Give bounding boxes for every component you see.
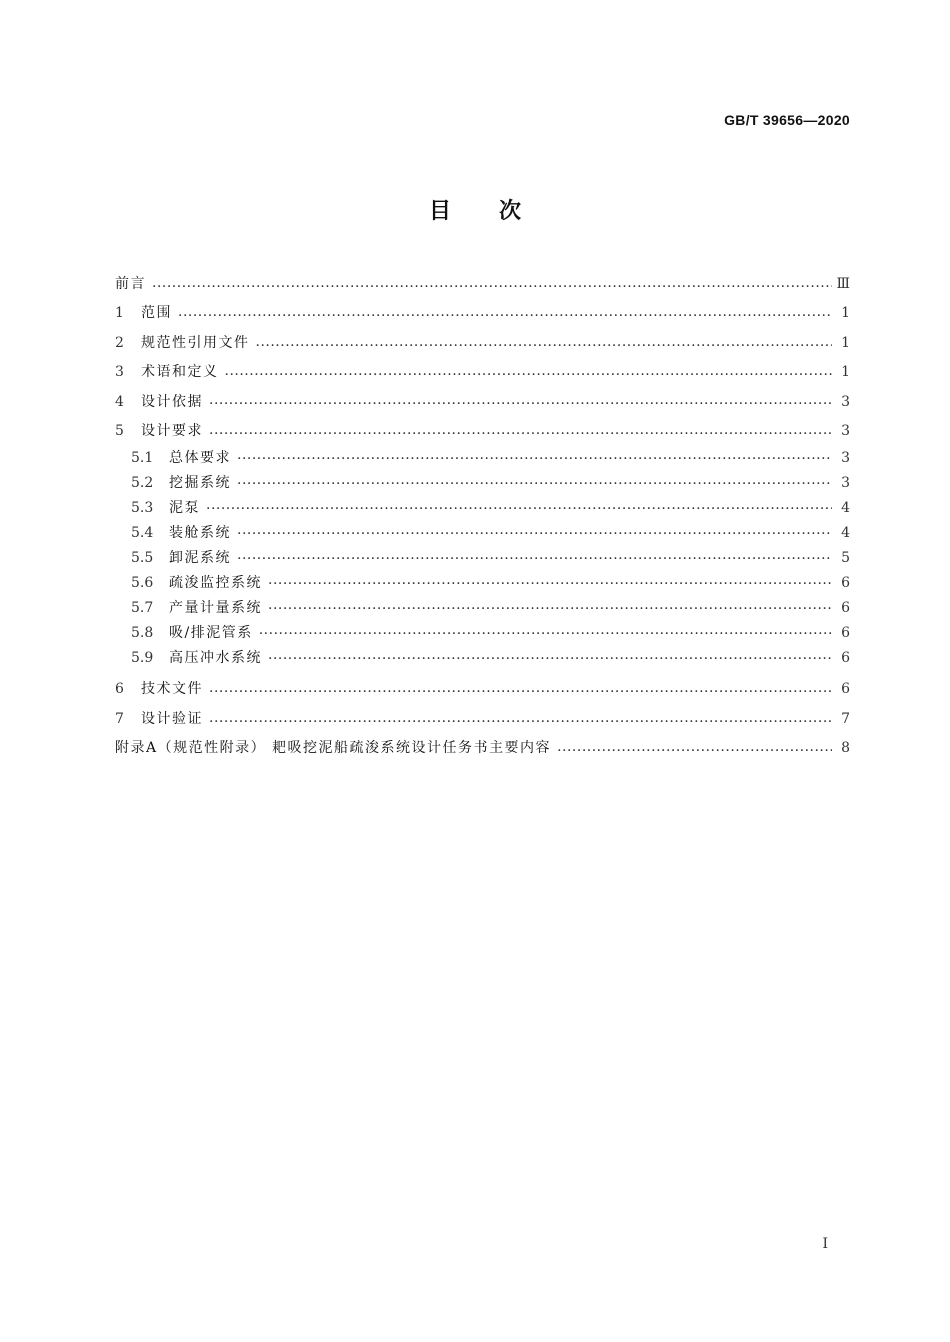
toc-leader-dots <box>209 712 832 726</box>
toc-entry-label: 前言 <box>115 276 146 292</box>
toc-entry-page: 7 <box>841 710 850 727</box>
toc-entry-number: 5.8 <box>131 625 154 642</box>
toc-leader-dots <box>268 577 832 591</box>
toc-leader-dots <box>209 395 832 409</box>
toc-entry-label: 泥泵 <box>169 500 200 517</box>
toc-entry-label: 总体要求 <box>169 450 231 467</box>
toc-entry-6[interactable] <box>115 675 850 704</box>
toc-leader-dots <box>268 652 832 666</box>
toc-entry-label: 设计验证 <box>141 710 203 727</box>
toc-entry-2[interactable] <box>115 329 850 358</box>
toc-entry-number: 5.3 <box>131 500 154 517</box>
toc-entry-number: 5.2 <box>131 475 154 492</box>
toc-entry-number: 5.4 <box>131 525 154 542</box>
toc-entry-label: 卸泥系统 <box>169 550 231 567</box>
toc-leader-dots <box>268 602 832 616</box>
toc-entry-page: 1 <box>841 305 850 322</box>
toc-entry-label: 设计依据 <box>141 393 203 410</box>
toc-entry-5-6[interactable] <box>115 571 850 596</box>
toc-entry-5-2[interactable] <box>115 471 850 496</box>
toc-entry-number: 5.1 <box>131 450 154 467</box>
toc-entry-label: 附录A（规范性附录） 耙吸挖泥船疏浚系统设计任务书主要内容 <box>115 740 552 757</box>
toc-entry-page: 6 <box>841 681 850 698</box>
toc-entry-label: 技术文件 <box>141 681 203 698</box>
toc-entry-number: 4 <box>115 393 124 410</box>
toc-entry-5-3[interactable] <box>115 496 850 521</box>
toc-entry-page: 1 <box>841 334 850 351</box>
toc-leader-dots <box>237 552 832 566</box>
toc-leader-dots <box>237 527 832 541</box>
toc-entry-appendix-a[interactable] <box>115 734 850 763</box>
toc-entry-number: 5.9 <box>131 650 154 667</box>
toc-leader-dots <box>152 278 832 292</box>
toc-entry-label: 高压冲水系统 <box>169 650 262 667</box>
toc-entry-1[interactable] <box>115 299 850 328</box>
toc-entry-7[interactable] <box>115 705 850 734</box>
toc-leader-dots <box>225 366 833 380</box>
toc-entry-number: 5.7 <box>131 600 154 617</box>
toc-leader-dots <box>178 307 832 321</box>
toc-leader-dots <box>209 683 832 697</box>
toc-entry-page: 4 <box>841 500 850 517</box>
toc-leader-dots <box>237 477 832 491</box>
toc-entry-page: 6 <box>841 625 850 642</box>
toc-entry-page: 6 <box>841 600 850 617</box>
toc-entry-page: 5 <box>841 550 850 567</box>
toc-entry-page: 6 <box>841 650 850 667</box>
toc-entry-number: 5 <box>115 422 124 439</box>
toc-entry-number: 7 <box>115 710 124 727</box>
toc-entry-number: 2 <box>115 334 124 351</box>
toc-entry-3[interactable] <box>115 358 850 387</box>
toc-entry-5-8[interactable] <box>115 621 850 646</box>
toc-entry-label: 吸/排泥管系 <box>169 625 253 642</box>
page-number: Ⅰ <box>822 1236 828 1252</box>
toc-entry-number: 5.5 <box>131 550 154 567</box>
table-of-contents <box>115 270 850 764</box>
toc-entry-5[interactable] <box>115 417 850 446</box>
toc-entry-number: 1 <box>115 305 124 322</box>
toc-entry-foreword[interactable] <box>115 270 850 299</box>
toc-entry-number: 5.6 <box>131 575 154 592</box>
toc-leader-dots <box>259 627 832 641</box>
toc-entry-5-7[interactable] <box>115 596 850 621</box>
page-title: 目次 <box>428 199 569 224</box>
toc-entry-page: 8 <box>841 740 850 757</box>
toc-entry-5-5[interactable] <box>115 546 850 571</box>
toc-entry-label: 疏浚监控系统 <box>169 575 262 592</box>
standard-code: GB/T 39656—2020 <box>724 112 850 128</box>
toc-entry-page: 3 <box>841 393 850 410</box>
toc-entry-5-9[interactable] <box>115 646 850 671</box>
toc-entry-number: 6 <box>115 681 124 698</box>
toc-entry-number: 3 <box>115 364 124 381</box>
toc-leader-dots <box>209 425 832 439</box>
toc-entry-label: 术语和定义 <box>141 364 219 381</box>
toc-leader-dots <box>237 452 832 466</box>
toc-entry-page: 1 <box>841 364 850 381</box>
toc-entry-page: Ⅲ <box>836 276 850 292</box>
toc-leader-dots <box>206 502 832 516</box>
toc-entry-label: 装舱系统 <box>169 525 231 542</box>
toc-entry-page: 4 <box>841 525 850 542</box>
toc-entry-label: 范围 <box>141 305 172 322</box>
toc-entry-page: 3 <box>841 422 850 439</box>
toc-entry-4[interactable] <box>115 388 850 417</box>
toc-entry-page: 3 <box>841 450 850 467</box>
toc-entry-label: 规范性引用文件 <box>141 334 250 351</box>
toc-leader-dots <box>256 336 833 350</box>
toc-entry-label: 挖掘系统 <box>169 475 231 492</box>
toc-entry-page: 3 <box>841 475 850 492</box>
toc-entry-5-4[interactable] <box>115 521 850 546</box>
toc-leader-dots <box>557 742 832 756</box>
toc-entry-label: 产量计量系统 <box>169 600 262 617</box>
toc-entry-page: 6 <box>841 575 850 592</box>
toc-entry-5-1[interactable] <box>115 446 850 471</box>
toc-entry-label: 设计要求 <box>141 422 203 439</box>
